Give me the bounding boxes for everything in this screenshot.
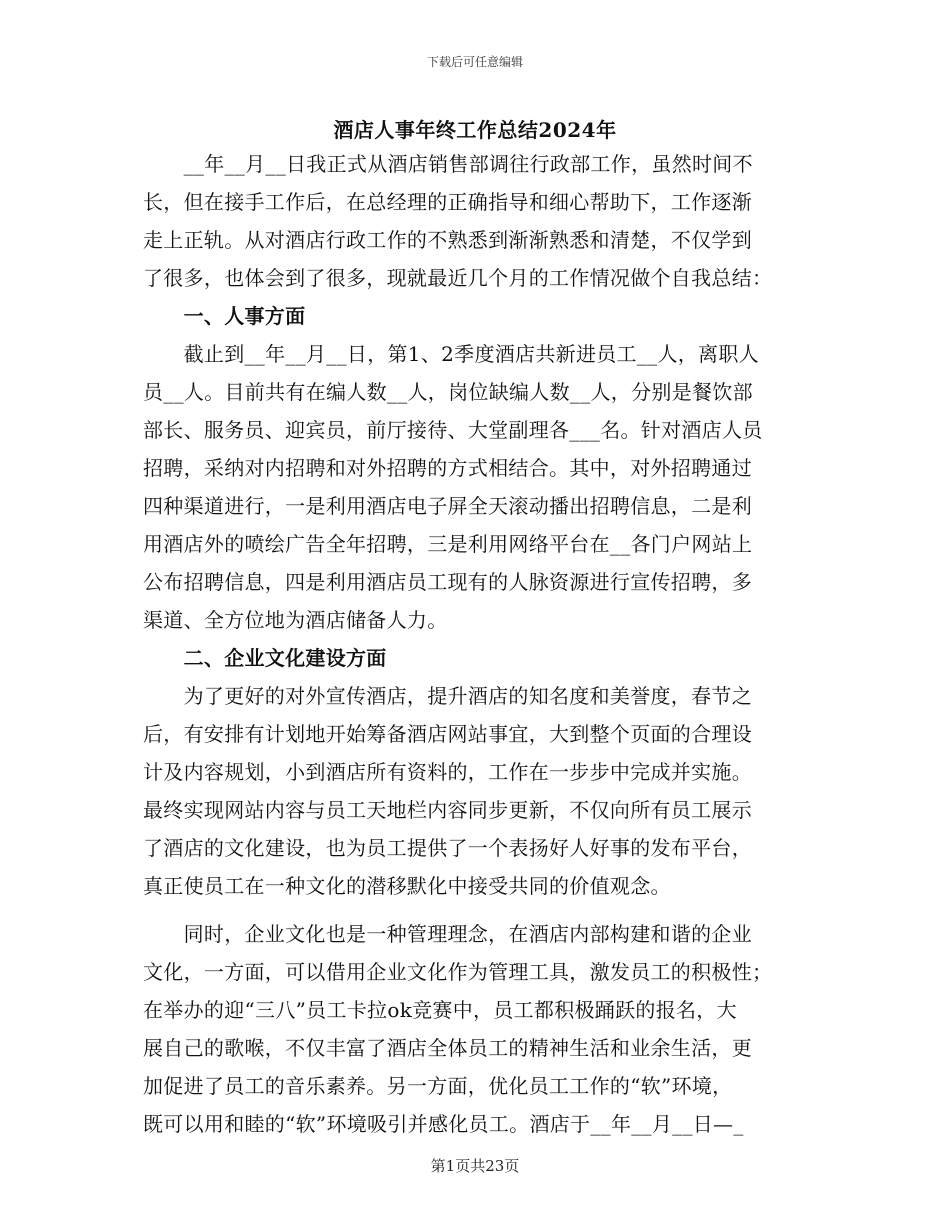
body-line: 了酒店的文化建设，也为员工提供了一个表扬好人好事的发布平台， <box>143 836 752 860</box>
page-footer: 第1页共23页 <box>430 1157 520 1175</box>
section-heading: 一、人事方面 <box>143 304 306 328</box>
body-line: 为了更好的对外宣传酒店，提升酒店的知名度和美誉度，春节之 <box>143 684 752 708</box>
body-line: 文化，一方面，可以借用企业文化作为管理工具，激发员工的积极性； <box>143 960 773 984</box>
body-line: 同时，企业文化也是一种管理理念，在酒店内部构建和谐的企业 <box>143 922 752 946</box>
body-line: 渠道、全方位地为酒店储备人力。 <box>143 608 448 632</box>
body-line: 加促进了员工的音乐素养。另一方面，优化员工工作的“软”环境， <box>143 1074 733 1098</box>
body-line: 四种渠道进行，一是利用酒店电子屏全天滚动播出招聘信息，二是利 <box>143 494 752 518</box>
body-line: 员__人。目前共有在编人数__人，岗位缺编人数__人，分别是餐饮部 <box>143 380 753 404</box>
body-line: 长，但在接手工作后，在总经理的正确指导和细心帮助下，工作逐渐 <box>143 190 752 214</box>
body-line: 公布招聘信息，四是利用酒店员工现有的人脉资源进行宣传招聘，多 <box>143 570 752 594</box>
body-line: 真正使员工在一种文化的潜移默化中接受共同的价值观念。 <box>143 874 671 898</box>
body-line: 最终实现网站内容与员工天地栏内容同步更新，不仅向所有员工展示 <box>143 798 752 822</box>
section-heading: 二、企业文化建设方面 <box>143 646 387 670</box>
body-line: 招聘，采纳对内招聘和对外招聘的方式相结合。其中，对外招聘通过 <box>143 456 752 480</box>
document-title: 酒店人事年终工作总结2024年 <box>333 118 617 142</box>
page-header: 下载后可任意编辑 <box>426 55 523 69</box>
body-line: __年__月__日我正式从酒店销售部调往行政部工作，虽然时间不 <box>143 152 753 176</box>
body-line: 用酒店外的喷绘广告全年招聘，三是利用网络平台在__各门户网站上 <box>143 532 753 556</box>
body-line: 在举办的迎“三八”员工卡拉ok竞赛中，员工都积极踊跃的报名，大 <box>143 998 737 1022</box>
body-line: 后，有安排有计划地开始筹备酒店网站事宜，大到整个页面的合理设 <box>143 722 752 746</box>
body-line: 截止到__年__月__日，第1、2季度酒店共新进员工__人，离职人 <box>143 342 759 366</box>
body-line: 部长、服务员、迎宾员，前厅接待、大堂副理各___名。针对酒店人员 <box>143 418 763 442</box>
body-line: 既可以用和睦的“软”环境吸引并感化员工。酒店于__年__月__日—_ <box>143 1112 744 1136</box>
body-line: 计及内容规划，小到酒店所有资料的，工作在一步步中完成并实施。 <box>143 760 752 784</box>
body-line: 展自己的歌喉，不仅丰富了酒店全体员工的精神生活和业余生活，更 <box>143 1036 752 1060</box>
body-line: 走上正轨。从对酒店行政工作的不熟悉到渐渐熟悉和清楚，不仅学到 <box>143 228 752 252</box>
body-line: 了很多，也体会到了很多，现就最近几个月的工作情况做个自我总结： <box>143 266 773 290</box>
